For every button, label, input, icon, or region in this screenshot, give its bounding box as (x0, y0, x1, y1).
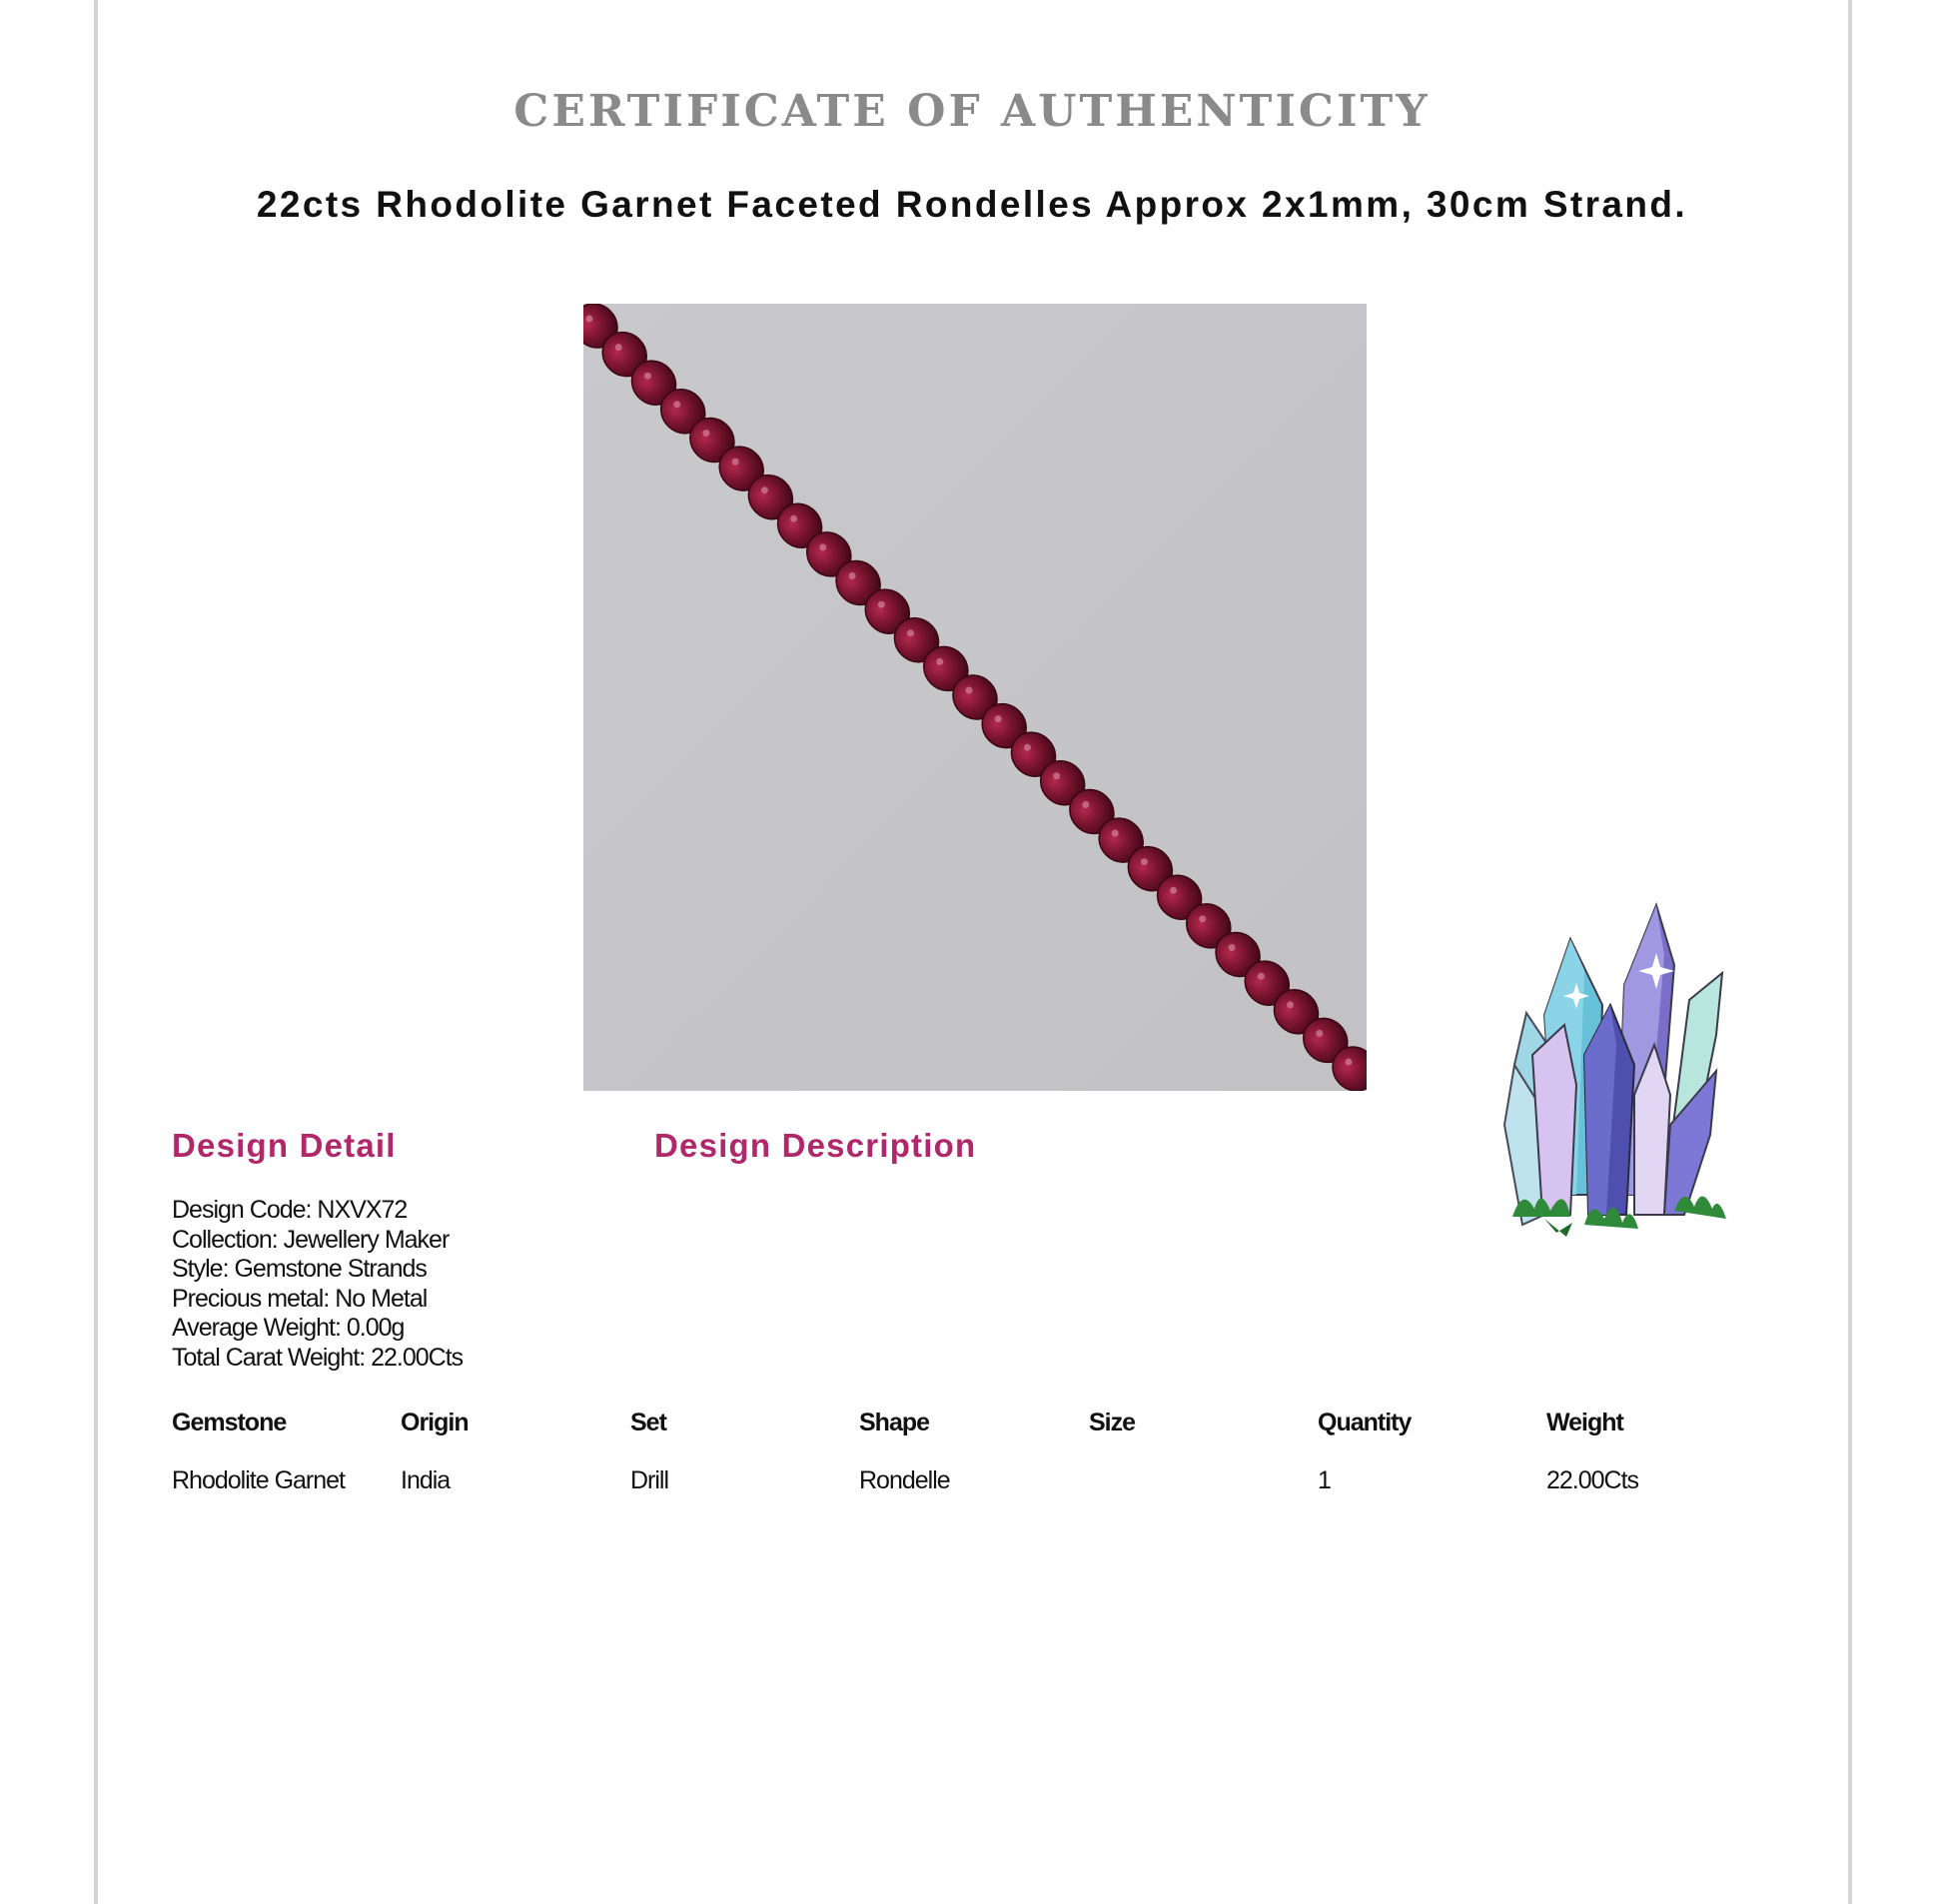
total-carat-weight: Total Carat Weight: 22.00Cts (172, 1343, 464, 1372)
cell-shape: Rondelle (859, 1466, 950, 1494)
bead-highlight (790, 515, 797, 522)
cell-gemstone: Rhodolite Garnet (172, 1466, 346, 1494)
bead-highlight (1053, 772, 1060, 779)
bead-highlight (995, 715, 1002, 722)
bead-highlight (1287, 1001, 1294, 1008)
bead-highlight (1316, 1030, 1323, 1037)
bead-highlight (586, 316, 593, 323)
bead-highlight (761, 486, 768, 493)
bead-highlight (966, 687, 973, 694)
page-border-right (1848, 0, 1852, 1904)
cell-set: Drill (630, 1466, 669, 1494)
column-header-quantity: Quantity (1318, 1409, 1412, 1436)
average-weight: Average Weight: 0.00g (172, 1314, 405, 1343)
column-header-shape: Shape (859, 1409, 930, 1436)
bead-highlight (1346, 1059, 1353, 1066)
bead-highlight (1229, 944, 1236, 951)
table-header-row (172, 1409, 1860, 1466)
design-detail-heading: Design Detail (172, 1127, 397, 1164)
style: Style: Gemstone Strands (172, 1255, 427, 1284)
bead-highlight (1258, 973, 1265, 980)
bead-highlight (673, 401, 680, 408)
bead-highlight (819, 543, 826, 550)
table-row (172, 1466, 1860, 1524)
product-title: 22cts Rhodolite Garnet Faceted Rondelles Approx 2x1mm, 30cm Strand. (256, 184, 1688, 225)
bead-highlight (1112, 830, 1119, 837)
bead-highlight (878, 601, 885, 608)
bead-highlight (615, 344, 622, 351)
product-photo (583, 304, 1367, 1091)
collection: Collection: Jewellery Maker (172, 1225, 450, 1254)
bead-highlight (907, 629, 914, 636)
design-detail-list (172, 1196, 463, 1374)
cell-origin: India (401, 1466, 451, 1494)
cell-quantity: 1 (1318, 1466, 1331, 1494)
precious-metal: Precious metal: No Metal (172, 1284, 428, 1313)
bead-highlight (644, 373, 651, 380)
bead-highlight (732, 459, 739, 466)
bead-highlight (849, 572, 856, 579)
column-header-set: Set (630, 1409, 666, 1436)
gemstone-table (172, 1409, 1860, 1524)
garnet-bead-strand-photo (583, 304, 1367, 1091)
bead-highlight (1170, 887, 1177, 894)
column-header-weight: Weight (1546, 1409, 1623, 1436)
bead-highlight (702, 430, 709, 437)
certificate-heading: CERTIFICATE OF AUTHENTICITY (513, 86, 1431, 137)
column-header-origin: Origin (401, 1409, 469, 1436)
crystal-cluster-icon (1484, 895, 1740, 1245)
column-header-gemstone: Gemstone (172, 1409, 287, 1436)
column-header-size: Size (1089, 1409, 1136, 1436)
bead-highlight (936, 658, 943, 665)
design-description-heading: Design Description (654, 1127, 977, 1164)
bead-highlight (1141, 858, 1148, 865)
cell-weight: 22.00Cts (1546, 1466, 1639, 1494)
bead-highlight (1199, 915, 1206, 922)
design-code: Design Code: NXVX72 (172, 1196, 408, 1224)
bead-highlight (1082, 801, 1089, 808)
bead-highlight (1024, 744, 1031, 751)
page-border-left (94, 0, 98, 1904)
